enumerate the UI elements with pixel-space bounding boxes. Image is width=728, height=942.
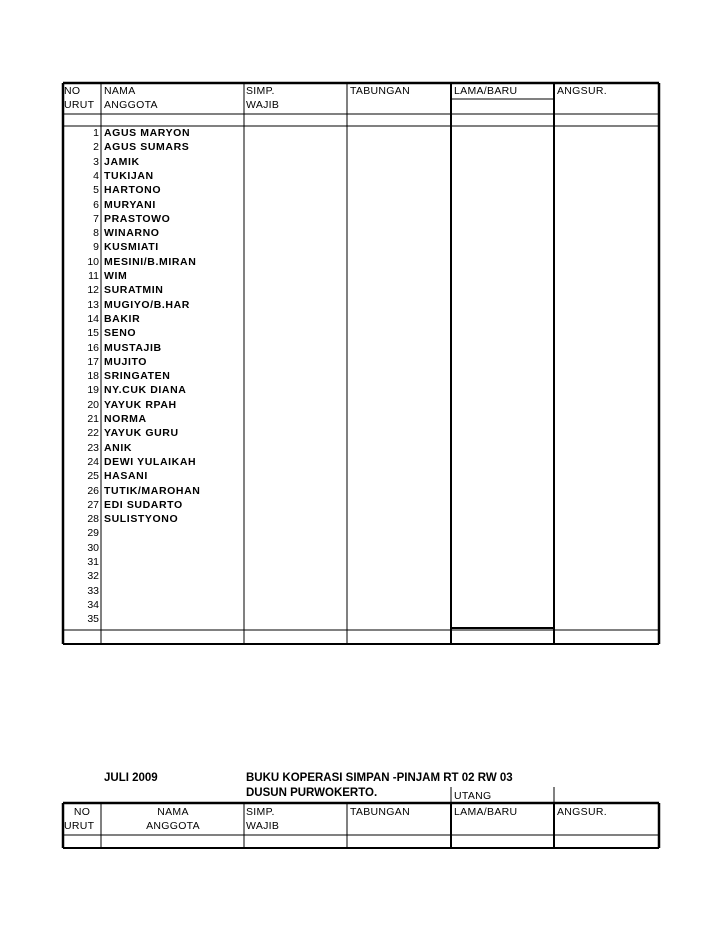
row-number: 21 bbox=[87, 413, 99, 425]
header-lama-baru: LAMA/BARU bbox=[454, 85, 518, 97]
row-number: 18 bbox=[87, 370, 99, 383]
member-name: AGUS SUMARS bbox=[104, 141, 190, 154]
member-name: MUGIYO/B.HAR bbox=[104, 298, 190, 311]
member-name: AGUS MARYON bbox=[104, 127, 191, 139]
row-number: 35 bbox=[87, 613, 99, 626]
row-number: 9 bbox=[93, 241, 99, 254]
date-label: JULI 2009 bbox=[104, 772, 158, 784]
member-name: WIM bbox=[104, 270, 128, 282]
header-anggota: ANGGOTA bbox=[104, 99, 158, 111]
row-number: 13 bbox=[87, 298, 99, 311]
member-name: HASANI bbox=[104, 470, 148, 483]
row-number: 22 bbox=[87, 427, 99, 440]
member-name: SURATMIN bbox=[104, 284, 164, 297]
row-number: 5 bbox=[93, 184, 99, 197]
member-name: JAMIK bbox=[104, 155, 140, 168]
header2-no: NO bbox=[73, 806, 91, 818]
member-name: MUJITO bbox=[104, 355, 148, 368]
header2-simp: SIMP. bbox=[246, 806, 275, 818]
row-number: 14 bbox=[87, 312, 99, 325]
member-name: KUSMIATI bbox=[104, 241, 159, 254]
member-name: PRASTOWO bbox=[104, 212, 171, 225]
row-number: 11 bbox=[88, 270, 99, 282]
row-number: 28 bbox=[87, 513, 99, 526]
row-number: 10 bbox=[87, 255, 99, 268]
row-number: 25 bbox=[87, 470, 99, 483]
header2-nama: NAMA bbox=[157, 806, 189, 818]
row-number: 3 bbox=[93, 155, 99, 168]
member-name: SULISTYONO bbox=[104, 513, 179, 526]
row-number: 8 bbox=[93, 227, 99, 240]
header2-wajib: WAJIB bbox=[246, 820, 280, 832]
row-number: 6 bbox=[93, 198, 99, 211]
row-number: 2 bbox=[93, 141, 99, 154]
row-number: 1 bbox=[93, 127, 99, 139]
document-title: BUKU KOPERASI SIMPAN -PINJAM RT 02 RW 03 bbox=[246, 772, 513, 784]
row-number: 19 bbox=[87, 384, 99, 397]
row-number: 4 bbox=[93, 169, 99, 182]
member-name: SENO bbox=[104, 327, 137, 340]
member-name: YAYUK RPAH bbox=[104, 398, 177, 411]
document-subtitle: DUSUN PURWOKERTO. bbox=[246, 787, 378, 799]
row-number: 12 bbox=[87, 284, 99, 297]
header-simp: SIMP. bbox=[246, 85, 275, 97]
row-number: 26 bbox=[87, 484, 99, 497]
row-number: 23 bbox=[87, 441, 99, 454]
member-name: BAKIR bbox=[104, 312, 141, 325]
header2-tabungan: TABUNGAN bbox=[350, 806, 410, 818]
header-no: NO bbox=[64, 85, 81, 97]
row-number: 24 bbox=[87, 455, 99, 468]
row-number: 17 bbox=[87, 355, 99, 368]
member-name: SRINGATEN bbox=[104, 370, 171, 383]
member-name: DEWI YULAIKAH bbox=[104, 455, 197, 468]
member-name: TUTIK/MAROHAN bbox=[104, 484, 201, 497]
header2-anggota: ANGGOTA bbox=[146, 820, 200, 832]
member-name: MUSTAJIB bbox=[104, 341, 162, 354]
header2-lama-baru: LAMA/BARU bbox=[454, 806, 518, 818]
header-angsur: ANGSUR. bbox=[557, 85, 607, 97]
member-name: MESINI/B.MIRAN bbox=[104, 255, 197, 268]
member-name: ANIK bbox=[104, 441, 133, 454]
row-number: 15 bbox=[87, 327, 99, 340]
row-number: 16 bbox=[87, 341, 99, 354]
member-name: HARTONO bbox=[104, 184, 162, 197]
member-name: MURYANI bbox=[104, 198, 156, 211]
member-name: YAYUK GURU bbox=[104, 427, 179, 440]
row-number: 20 bbox=[87, 398, 99, 411]
row-number: 32 bbox=[87, 570, 99, 583]
member-name: WINARNO bbox=[104, 227, 160, 240]
row-number: 7 bbox=[93, 212, 99, 225]
row-number: 33 bbox=[87, 584, 99, 597]
header2-angsur: ANGSUR. bbox=[557, 806, 607, 818]
member-name: NORMA bbox=[104, 413, 147, 425]
header-wajib: WAJIB bbox=[246, 99, 280, 111]
row-number: 30 bbox=[87, 541, 99, 554]
header-urut: URUT bbox=[64, 99, 95, 111]
member-name: TUKIJAN bbox=[104, 169, 154, 182]
header-tabungan: TABUNGAN bbox=[350, 85, 410, 97]
member-name: EDI SUDARTO bbox=[104, 498, 183, 511]
row-number: 29 bbox=[87, 527, 99, 540]
member-name: NY.CUK DIANA bbox=[104, 384, 187, 397]
row-number: 31 bbox=[87, 556, 99, 568]
row-number: 34 bbox=[87, 598, 99, 611]
header-nama: NAMA bbox=[104, 85, 136, 97]
header2-urut: URUT bbox=[64, 820, 95, 832]
header-utang: UTANG bbox=[454, 790, 492, 802]
row-number: 27 bbox=[87, 498, 99, 511]
